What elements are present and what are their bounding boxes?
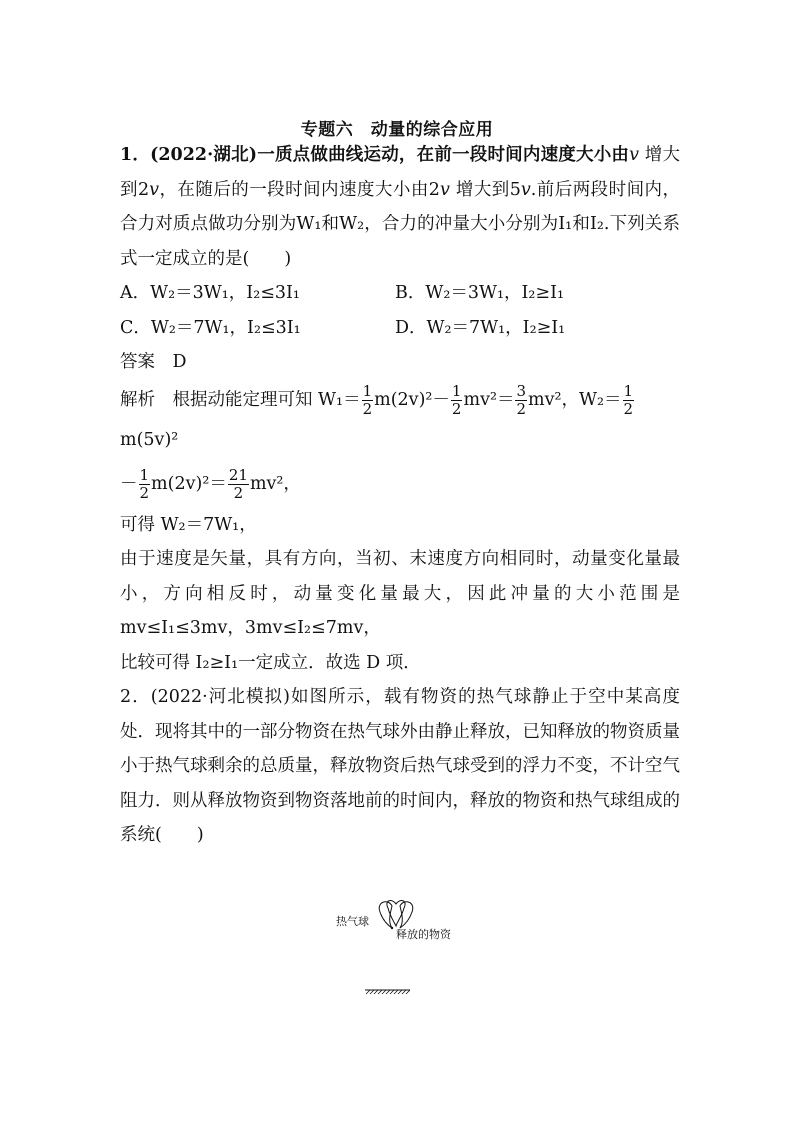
eq-term: － — [120, 473, 138, 494]
analysis-prefix: 解析 根据动能定理可知 W₁＝ — [120, 389, 361, 410]
fraction-half — [139, 467, 151, 502]
cargo-dot — [391, 927, 393, 929]
fraction-half — [451, 383, 463, 418]
frac-num: 1 — [362, 381, 373, 400]
page-title: 专题六 动量的综合应用 — [300, 120, 494, 140]
option-d: D．W₂＝7W₁，I₂≥I₁ — [395, 317, 566, 338]
question-1-options — [120, 276, 680, 345]
balloon-figure — [330, 898, 470, 998]
q1-text-b: 增大到2 — [120, 145, 680, 200]
fraction-three-half — [515, 383, 527, 418]
option-c: C．W₂＝7W₁，I₂≤3I₁ — [120, 317, 301, 338]
eq-term: m(5v)² — [120, 429, 179, 450]
q1-text-a: 1．(2022·湖北)一质点做曲线运动，在前一段时间内速度大小由 — [120, 145, 630, 165]
frac-den: 2 — [451, 399, 462, 418]
ground-hatch — [366, 990, 410, 994]
frac-den: 2 — [516, 399, 527, 418]
label-cargo: 释放的物资 — [396, 928, 451, 941]
frac-den: 2 — [362, 399, 373, 418]
fraction-21-half — [228, 467, 249, 502]
frac-num: 1 — [139, 465, 150, 484]
q1-var: v — [520, 179, 531, 200]
frac-den: 2 — [623, 399, 634, 418]
q1-text-d: 增大到5 — [455, 179, 521, 200]
option-b: B．W₂＝3W₁，I₂≥I₁ — [395, 283, 565, 303]
q1-var: v — [439, 179, 450, 200]
analysis-result: 可得 W₂＝7W₁， — [120, 514, 257, 535]
q1-text-e: .前后两段时间内，合力对质点做功分别为W₁和W₂，合力的冲量大小分别为I₁和I₂.下列关系式一定成立的是( ) — [120, 179, 680, 269]
balloon-outline — [400, 902, 413, 928]
frac-den: 2 — [139, 483, 150, 502]
fraction-half — [623, 383, 635, 418]
content-body — [120, 138, 680, 853]
q1-var: v — [629, 145, 639, 165]
eq-term: mv²，W₂＝ — [528, 389, 622, 410]
eq-term: m(2v)²－ — [374, 389, 450, 410]
frac-num: 21 — [228, 465, 248, 484]
q1-var: v — [149, 179, 159, 200]
q1-text-c: ，在随后的一段时间内速度大小由2 — [158, 179, 440, 200]
balloon-outline — [379, 902, 392, 928]
analysis-reason: 由于速度是矢量，具有方向，当初、末速度方向相同时，动量变化量最小，方向相反时，动量变化量最大，因此冲量的大小范围是 mv≤I₁≤3mv，3mv≤I₂≤7mv， — [120, 549, 680, 638]
analysis-conclusion: 比较可得 I₂≥I₁一定成立．故选 D 项． — [120, 652, 421, 673]
label-balloon: 热气球 — [336, 915, 369, 928]
option-a: A．W₂＝3W₁，I₂≤3I₁ — [120, 283, 300, 303]
analysis-equation-2 — [120, 460, 680, 508]
frac-den: 2 — [233, 483, 244, 502]
question-1-stem — [120, 138, 680, 276]
eq-term: m(2v)²＝ — [151, 473, 227, 494]
frac-num: 3 — [516, 381, 527, 400]
answer-line: 答案 D — [120, 352, 187, 372]
analysis-equation-1 — [120, 380, 680, 460]
eq-term: mv²＝ — [463, 389, 515, 410]
fraction-half — [362, 383, 374, 418]
frac-num: 1 — [451, 381, 462, 400]
frac-num: 1 — [623, 381, 634, 400]
question-2-stem: 2．(2022·河北模拟)如图所示，载有物资的热气球静止于空中某高度处．现将其中的一部分物资在热气球外由静止释放，已知释放的物资质量小于热气球剩余的总质量，释放物资后热气球受到的浮力不变，不计空气阻力．则从释放物资到物资落地前的时间内，释放的物资和热气球组成的系统( ) — [120, 687, 680, 845]
eq-term: mv²， — [249, 473, 301, 494]
